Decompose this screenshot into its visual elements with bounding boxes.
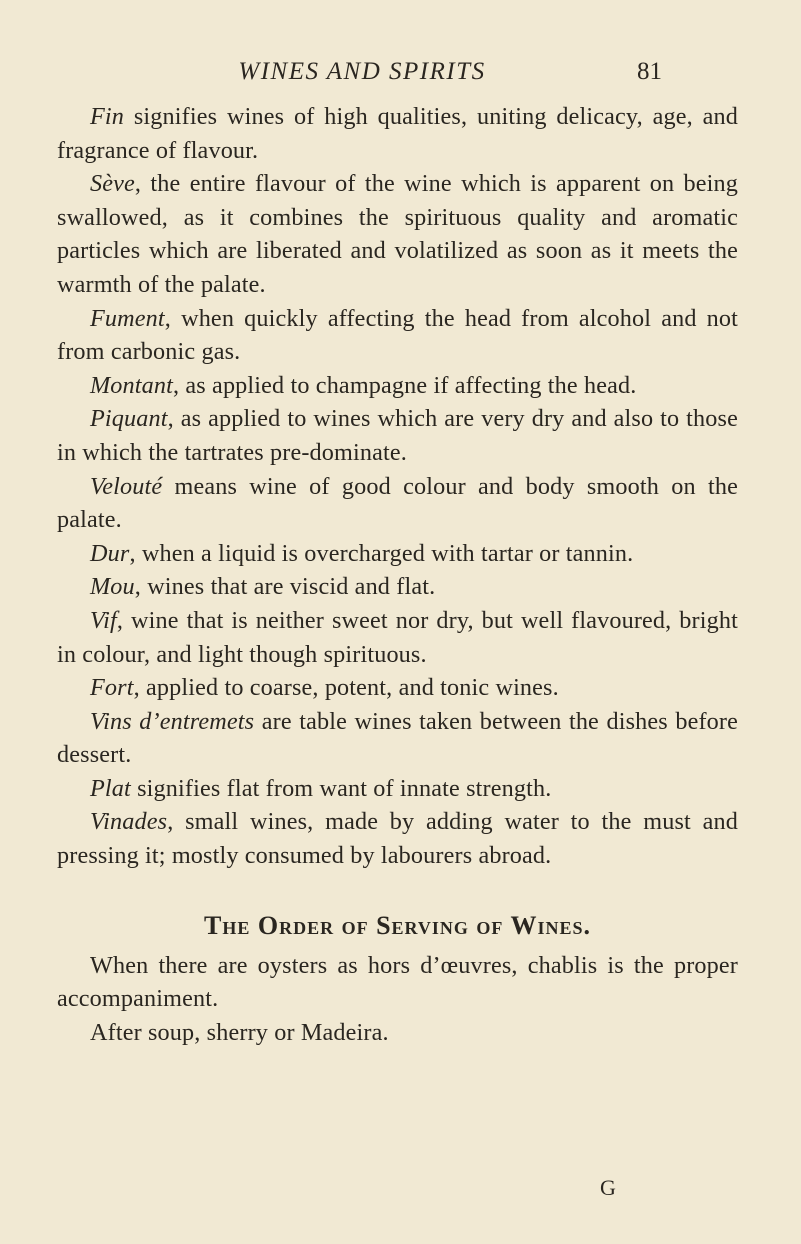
entry-term: Sève — [90, 170, 135, 198]
entry-text: signifies wines of high qualities, uniting delicacy, age, and fragrance of flavour. — [57, 103, 738, 164]
glossary-entry-montant — [57, 369, 738, 403]
section-heading: The Order of Serving of Wines. — [204, 910, 591, 940]
entry-term: Fument — [90, 304, 165, 332]
entry-term: Fin — [90, 103, 125, 130]
entry-term: Fort — [90, 674, 134, 702]
signature-mark: G — [600, 1175, 616, 1200]
page-number: 81 — [637, 58, 662, 85]
entry-term: Plat — [90, 774, 131, 802]
glossary-entry-fort — [57, 671, 738, 705]
entry-text: , the entire flavour of the wine which is apparent on being swallowed, as it combines the spirituous quality and aromatic particles which are liberated and volatilized as soon as it meets the warmth of the palate. — [57, 170, 738, 298]
entry-term: Dur — [90, 539, 130, 567]
section-paragraph: When there are oysters as hors d’œuvres, chablis is the proper accompaniment. — [57, 951, 738, 1013]
glossary-entry-vinades — [57, 805, 738, 872]
glossary-entry-piquant — [57, 402, 738, 469]
entry-text: signifies flat from want of innate strength. — [130, 774, 552, 802]
entry-term: Mou — [90, 573, 135, 601]
entry-term: Piquant — [90, 405, 168, 433]
glossary-entry-vif — [57, 604, 738, 671]
glossary-entry-vins-dentremets — [57, 705, 738, 772]
entry-text: are table wines taken between the dishes before dessert. — [57, 707, 738, 769]
entry-term: Vins d’entremets — [90, 707, 255, 735]
glossary-entry-fin — [57, 100, 738, 167]
entry-text: , applied to coarse, potent, and tonic wines. — [133, 674, 559, 702]
entry-term: Vinades — [90, 808, 168, 836]
running-title: WINES AND SPIRITS — [238, 58, 486, 85]
entry-text: , as applied to wines which are very dry and also to those in which the tartrates pre-dominate. — [57, 405, 738, 466]
entry-term: Montant — [90, 371, 174, 399]
entry-text: , when quickly affecting the head from alcohol and not from carbonic gas. — [57, 304, 738, 366]
entry-text: , wine that is neither sweet nor dry, but well flavoured, bright in colour, and light though spirituous. — [57, 606, 738, 668]
glossary-entry-seve — [57, 167, 738, 301]
glossary-entry-fument — [57, 302, 738, 369]
section-paragraph: After soup, sherry or Madeira. — [90, 1018, 389, 1046]
entry-term: Vif — [90, 606, 117, 634]
glossary-entry-veloute — [57, 470, 738, 537]
entry-text: , wines that are viscid and flat. — [134, 573, 436, 601]
glossary-entry-dur — [57, 537, 738, 571]
entry-text: means wine of good colour and body smooth on the palate. — [57, 472, 738, 534]
glossary-entry-mou — [57, 570, 738, 604]
entry-text: , small wines, made by adding water to the must and pressing it; mostly consumed by labourers abroad. — [57, 808, 738, 870]
body-text — [57, 100, 738, 1049]
entry-text: , when a liquid is overcharged with tartar or tannin. — [129, 539, 634, 567]
glossary-entry-plat — [57, 772, 738, 806]
entry-term: Velouté — [90, 472, 163, 500]
entry-text: , as applied to champagne if affecting the head. — [173, 371, 637, 399]
